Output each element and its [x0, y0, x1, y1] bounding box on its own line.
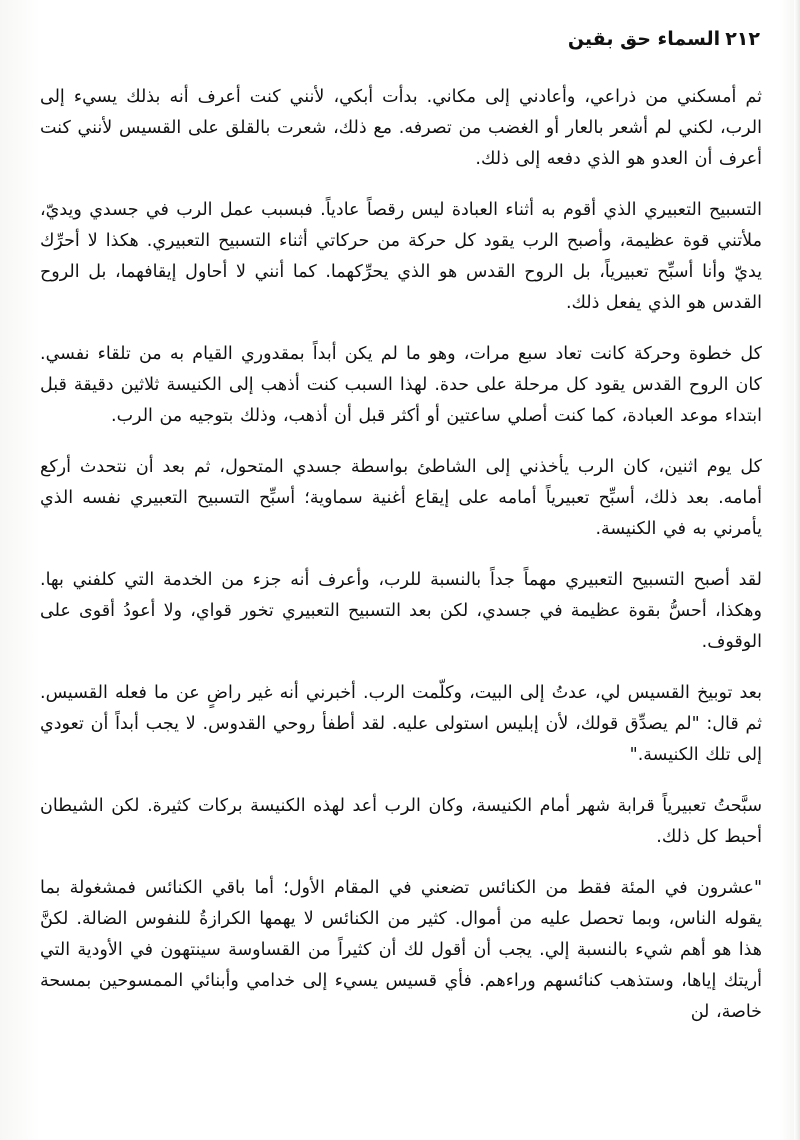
page-number: ٢١٢: [725, 28, 760, 50]
running-header: [40, 28, 760, 64]
paragraph-2: التسبيح التعبيري الذي أقوم به أثناء العبادة ليس رقصاً عادياً. فبسبب عمل الرب في جسدي ويديّ، ملأتني قوة عظيمة، وأصبح الرب يقود كل حركة من حركاتي أثناء التسبيح التعبيري. هكذا لا أحرِّك يديّ وأنا أسبِّح تعبيرياً، بل الروح القدس هو الذي يحرِّكهما. كما أنني لا أحاول إيقافهما، بل الروح القدس هو الذي يفعل ذلك.: [40, 200, 762, 313]
page-body: [40, 82, 762, 1048]
scan-edge: [794, 0, 800, 1140]
paragraph-5: لقد أصبح التسبيح التعبيري مهماً جداً بالنسبة للرب، وأعرف أنه جزء من الخدمة التي كلفني بها. وهكذا، أحسُّ بقوة عظيمة في جسدي، لكن بعد التسبيح التعبيري تخور قواي، ولا أعودُ أقوى على الوقوف.: [40, 570, 762, 652]
paragraph-8: "عشرون في المئة فقط من الكنائس تضعني في المقام الأول؛ أما باقي الكنائس فمشغولة بما يقوله الناس، وبما تحصل عليه من أموال. كثير من الكنائس لا يهمها الكرازةُ للنفوس الضالة. لكنَّ هذا هو أهم شيء بالنسبة إلي. يجب أن أقول لك أن كثيراً من القساوسة سينتهون في الأودية التي أريتك إياها، وستذهب كنائسهم وراءهم. فأي قسيس يسيء إلى خدامي وأبنائي الممسوحين بمسحة خاصة، لن: [40, 878, 762, 1022]
paragraph-6: بعد توبيخ القسيس لي، عدتُ إلى البيت، وكلّمت الرب. أخبرني أنه غير راضٍ عن ما فعله القسيس. ثم قال: "لم يصدِّق قولك، لأن إبليس استولى عليه. لقد أطفأ روحي القدوس. لا يجب أبداً أن تعودي إلى تلك الكنيسة.": [40, 683, 762, 765]
paragraph-3: كل خطوة وحركة كانت تعاد سبع مرات، وهو ما لم يكن أبداً بمقدوري القيام به من تلقاء نفسي. كان الروح القدس يقود كل مرحلة على حدة. لهذا السبب كنت أذهب إلى الكنيسة ثلاثين دقيقة قبل ابتداء موعد العبادة، كما كنت أصلي ساعتين أو أكثر قبل أن أذهب، وذلك بتوجيه من الرب.: [40, 344, 762, 426]
paragraph-1: ثم أمسكني من ذراعي، وأعادني إلى مكاني. بدأت أبكي، لأنني كنت أعرف أنه بذلك يسيء إلى الرب، لكني لم أشعر بالعار أو الغضب من تصرفه. مع ذلك، شعرت بالقلق على القسيس لأنني كنت أعرف أن العدو هو الذي دفعه إلى ذلك.: [40, 87, 762, 169]
paragraph-4: كل يوم اثنين، كان الرب يأخذني إلى الشاطئ بواسطة جسدي المتحول، ثم بعد أن نتحدث أركع أمامه. بعد ذلك، أسبِّح تعبيرياً أمامه على إيقاع أغنية سماوية؛ أسبِّح التسبيح التعبيري نفسه الذي يأمرني به في الكنيسة.: [40, 457, 762, 539]
paragraph-7: سبَّحتُ تعبيرياً قرابة شهر أمام الكنيسة، وكان الرب أعد لهذه الكنيسة بركات كثيرة. لكن الشيطان أحبط كل ذلك.: [40, 796, 762, 847]
running-title: السماء حق بقين: [567, 28, 721, 50]
